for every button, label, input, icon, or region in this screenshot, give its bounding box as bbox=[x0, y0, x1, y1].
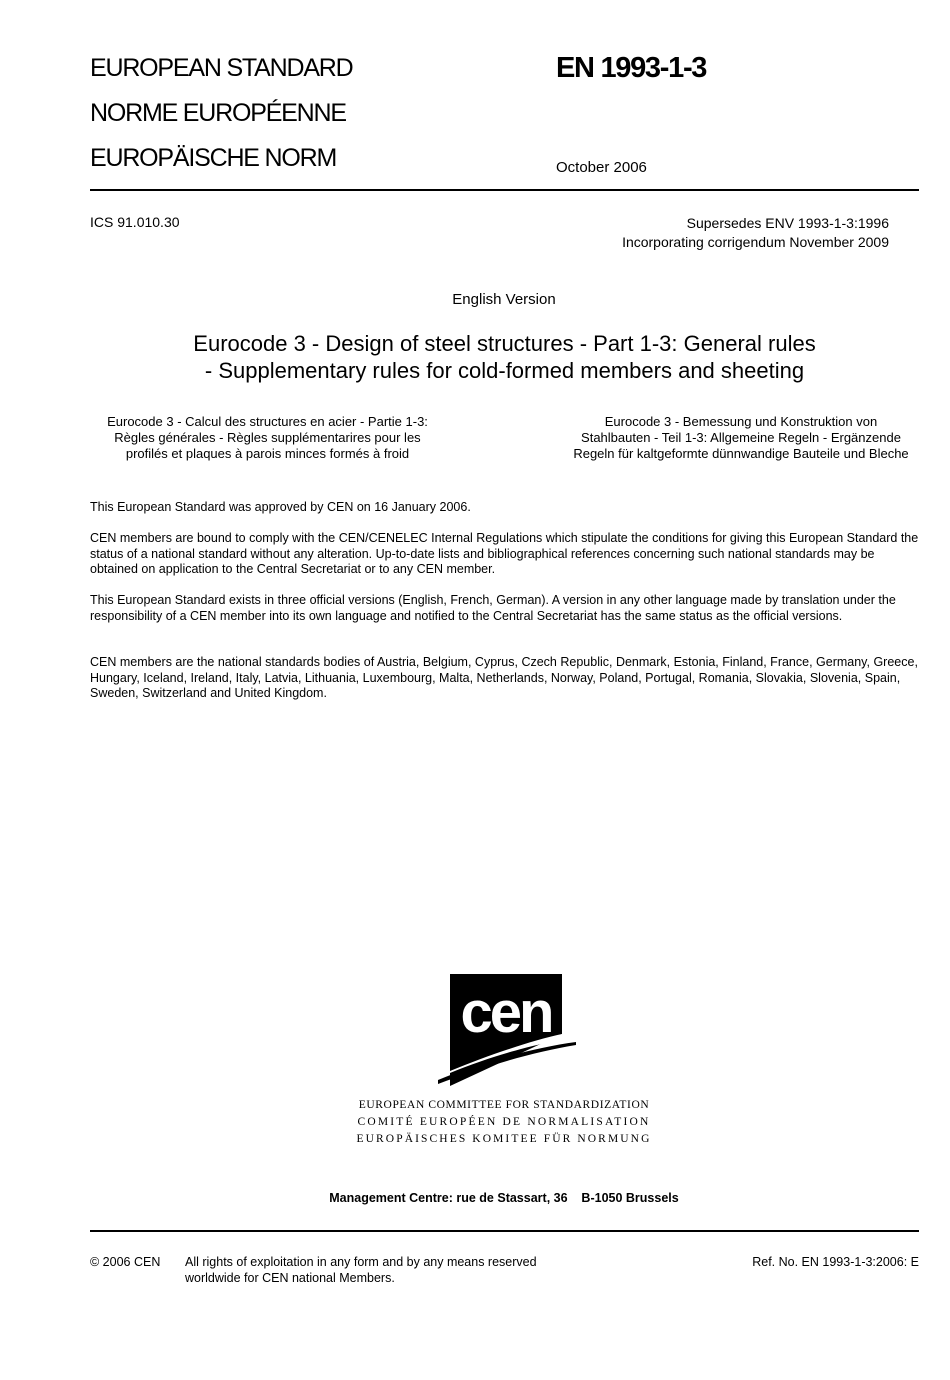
corrigendum-text: Incorporating corrigendum November 2009 bbox=[622, 234, 889, 250]
regulations-paragraph: CEN members are bound to comply with the CEN/CENELEC Internal Regulations which stipulate the conditions for giving this European Standard the status of a national standard without any alteration. Up-to-date lists and bibliographical references concerning such national standards may be obtained on application to the Central Secretariat or to any CEN member. bbox=[90, 531, 919, 576]
document-title-line-2: - Supplementary rules for cold-formed members and sheeting bbox=[204, 358, 805, 383]
french-title-line: Eurocode 3 - Calcul des structures en acier - Partie 1-3: bbox=[107, 414, 428, 429]
committee-name-fr: COMITÉ EUROPÉEN DE NORMALISATION bbox=[357, 1116, 651, 1128]
cen-logo-text: cen bbox=[460, 980, 552, 1045]
members-paragraph: CEN members are the national standards bodies of Austria, Belgium, Cyprus, Czech Republic, Denmark, Estonia, Finland, France, Germany, Greece, Hungary, Iceland, Ireland, Italy, Latvia, Lithuania, Luxembourg, Malta, Netherlands, Norway, Poland, Portugal, Romania, Slovakia, Slovenia, Spain, Sweden, Switzerland and United Kingdom. bbox=[90, 655, 918, 700]
title-norme-europeenne: NORME EUROPÉENNE bbox=[90, 99, 346, 127]
versions-paragraph: This European Standard exists in three official versions (English, French, German). A version in any other language made by translation under the responsibility of a CEN member into its own language and notified to the Central Secretariat has the same status as the official versions. bbox=[90, 593, 896, 623]
french-title bbox=[90, 414, 445, 462]
header-divider bbox=[90, 189, 919, 191]
cen-logo bbox=[436, 974, 576, 1086]
management-centre: Management Centre: rue de Stassart, 36 B-1050 Brussels bbox=[329, 1191, 679, 1205]
title-european-standard: EUROPEAN STANDARD bbox=[90, 54, 353, 82]
rights-line: worldwide for CEN national Members. bbox=[185, 1270, 395, 1285]
french-title-line: Règles générales - Règles supplémentarires pour les bbox=[114, 430, 421, 445]
french-title-line: profilés et plaques à parois minces formés à froid bbox=[125, 446, 410, 461]
approval-paragraph: This European Standard was approved by CEN on 16 January 2006. bbox=[90, 500, 471, 514]
standard-number: EN 1993-1-3 bbox=[556, 52, 707, 84]
language-version: English Version bbox=[452, 291, 556, 308]
copyright: © 2006 CEN bbox=[90, 1255, 161, 1269]
reference-number: Ref. No. EN 1993-1-3:2006: E bbox=[752, 1255, 919, 1269]
ics-code: ICS 91.010.30 bbox=[90, 214, 180, 230]
supersedes-block bbox=[622, 214, 889, 252]
committee-name-en: EUROPEAN COMMITTEE FOR STANDARDIZATION bbox=[358, 1099, 650, 1111]
rights-line: All rights of exploitation in any form and by any means reserved bbox=[185, 1255, 537, 1269]
committee-name-de: EUROPÄISCHES KOMITEE FÜR NORMUNG bbox=[356, 1133, 652, 1145]
german-title-line: Regeln für kaltgeformte dünnwandige Bauteile und Bleche bbox=[573, 446, 909, 461]
title-europaische-norm: EUROPÄISCHE NORM bbox=[90, 144, 337, 172]
supersedes-text: Supersedes ENV 1993-1-3:1996 bbox=[686, 215, 889, 231]
german-title bbox=[562, 414, 920, 462]
footer-divider bbox=[90, 1230, 919, 1232]
rights-statement bbox=[185, 1255, 605, 1286]
german-title-line: Stahlbauten - Teil 1-3: Allgemeine Regeln - Ergänzende bbox=[581, 430, 901, 445]
document-title-line-1: Eurocode 3 - Design of steel structures - Part 1-3: General rules bbox=[193, 331, 816, 356]
german-title-line: Eurocode 3 - Bemessung und Konstruktion von bbox=[604, 414, 878, 429]
publication-date: October 2006 bbox=[556, 159, 647, 176]
document-title bbox=[90, 330, 919, 384]
